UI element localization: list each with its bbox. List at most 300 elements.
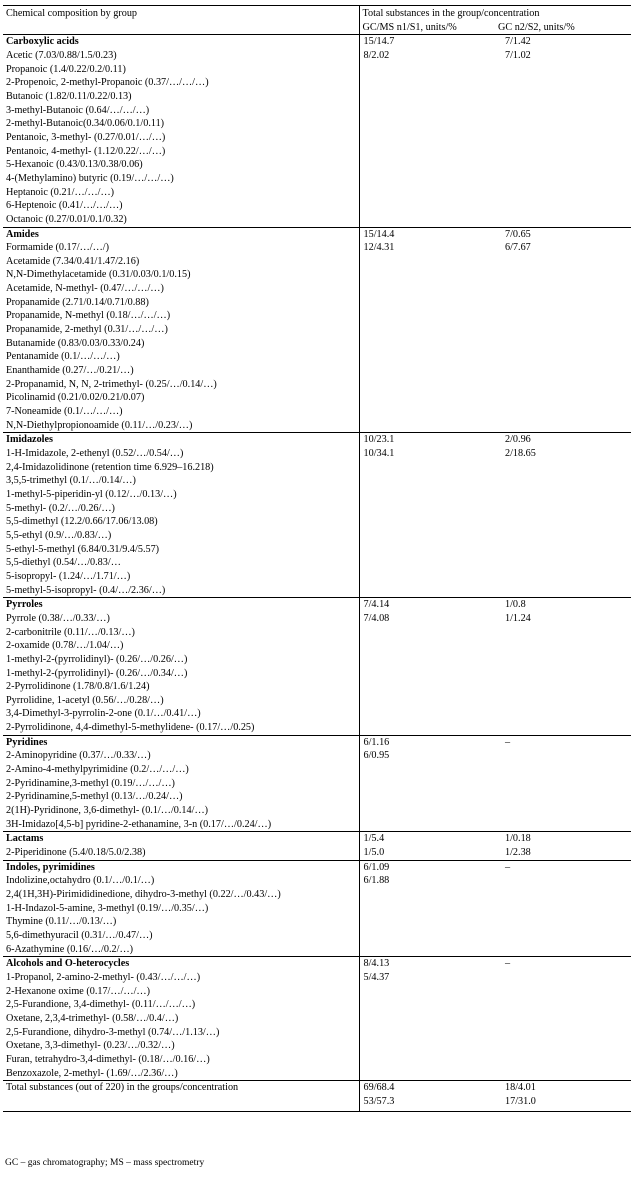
empty-cell — [495, 405, 631, 419]
compound-name: 5,5-diethyl (0.54/…/0.83/… — [3, 556, 359, 570]
compound-name: Pyrrole (0.38/…/0.33/…) — [3, 612, 359, 626]
compound-name: Propanoic (1.4/0.22/0.2/0.11) — [3, 63, 359, 77]
empty-cell — [495, 350, 631, 364]
compound-name: Acetamide (7.34/0.41/1.47/2.16) — [3, 255, 359, 269]
empty-cell — [359, 268, 495, 282]
compound-name: N,N-Diethylpropionoamide (0.11/…/0.23/…) — [3, 419, 359, 433]
table-body — [3, 35, 631, 1111]
empty-cell — [359, 763, 495, 777]
empty-cell — [495, 888, 631, 902]
gcms-value: 1/5.0 — [363, 847, 385, 859]
empty-cell — [359, 888, 495, 902]
empty-cell — [495, 1039, 631, 1053]
empty-cell — [495, 213, 631, 227]
table-row — [3, 818, 631, 832]
compound-name: 1-Propanol, 2-amino-2-methyl- (0.43/…/…/…) — [3, 971, 359, 985]
table-row — [3, 488, 631, 502]
empty-cell — [359, 721, 495, 735]
gcms-value: 12/4.31 — [363, 242, 395, 254]
compound-name: 2-Pyrrolidinone (1.78/0.8/1.6/1.24) — [3, 680, 359, 694]
compound-name: 2,4-Imidazolidinone (retention time 6.929–16.218) — [3, 461, 359, 475]
compound-name: Oxetane, 3,3-dimethyl- (0.23/…/0.32/…) — [3, 1039, 359, 1053]
empty-cell — [495, 998, 631, 1012]
table-row — [3, 998, 631, 1012]
compound-name: Pentanamide (0.1/…/…/…) — [3, 350, 359, 364]
empty-cell — [359, 1039, 495, 1053]
gcms-value: 15/14.4 — [359, 227, 495, 241]
compound-name: 5-methyl-5-isopropyl- (0.4/…/2.36/…) — [3, 584, 359, 598]
table-row — [3, 929, 631, 943]
table-row — [3, 543, 631, 557]
empty-cell — [359, 282, 495, 296]
group-name: Indoles, pyrimidines — [3, 860, 359, 874]
table-header — [3, 6, 631, 35]
gcms-value: 10/23.1 — [359, 433, 495, 447]
total-gcms-value: 53/57.3 — [359, 1095, 495, 1111]
empty-cell — [495, 461, 631, 475]
empty-cell — [359, 584, 495, 598]
compound-name: 5-isopropyl- (1.24/…/1.71/…) — [3, 570, 359, 584]
empty-cell — [359, 76, 495, 90]
empty-cell — [495, 391, 631, 405]
gc-value: 1/2.38 — [505, 847, 531, 859]
table-row — [3, 985, 631, 999]
compound-name: 2-Hexanone oxime (0.17/…/…/…) — [3, 985, 359, 999]
table-row — [3, 790, 631, 804]
gcms-value: 15/14.7 — [359, 35, 495, 49]
total-gc-value: 17/31.0 — [495, 1095, 631, 1111]
compound-name: 5,5-dimethyl (12.2/0.66/17.06/13.08) — [3, 515, 359, 529]
empty-cell — [495, 874, 631, 888]
empty-cell — [359, 158, 495, 172]
compound-name: 3H-Imidazo[4,5-b] pyridine-2-ethanamine, 3-n (0.17/…/0.24/…) — [3, 818, 359, 832]
table-row — [3, 49, 631, 63]
compound-name: 4-(Methylamino) butyric (0.19/…/…/…) — [3, 172, 359, 186]
table-row — [3, 707, 631, 721]
group-name: Alcohols and O-heterocycles — [3, 957, 359, 971]
empty-cell — [495, 186, 631, 200]
empty-cell — [495, 158, 631, 172]
empty-cell — [359, 350, 495, 364]
group-name: Pyrroles — [3, 598, 359, 612]
gc-value: 7/0.65 — [495, 227, 631, 241]
gc-value: 1/0.18 — [495, 832, 631, 846]
compound-name: Propanamide (2.71/0.14/0.71/0.88) — [3, 296, 359, 310]
table-row — [3, 915, 631, 929]
gcms-value: 7/4.08 — [363, 612, 390, 624]
table-row — [3, 158, 631, 172]
compound-name: 3,4-Dimethyl-3-pyrrolin-2-one (0.1/…/0.41/…) — [3, 707, 359, 721]
table-row — [3, 529, 631, 543]
empty-cell — [495, 296, 631, 310]
group-name: Pyridines — [3, 735, 359, 749]
compound-name: 2-Propanamid, N, N, 2-trimethyl- (0.25/…/0.14/…) — [3, 378, 359, 392]
compound-name: Oxetane, 2,3,4-trimethyl- (0.58/…/0.4/…) — [3, 1012, 359, 1026]
group-header-row — [3, 860, 631, 874]
gc-value: 7/1.02 — [505, 49, 531, 61]
table-row — [3, 749, 631, 763]
table-row — [3, 447, 631, 461]
compound-name: Formamide (0.17/…/…/) — [3, 241, 359, 255]
empty-cell — [359, 474, 495, 488]
empty-cell — [495, 680, 631, 694]
table-row — [3, 1053, 631, 1067]
empty-cell — [359, 405, 495, 419]
table-row — [3, 131, 631, 145]
table-row — [3, 680, 631, 694]
empty-cell — [359, 515, 495, 529]
empty-cell — [359, 255, 495, 269]
compound-name: Thymine (0.11/…/0.13/…) — [3, 915, 359, 929]
table-row — [3, 282, 631, 296]
table-row — [3, 364, 631, 378]
empty-cell — [495, 337, 631, 351]
group-name: Carboxylic acids — [3, 35, 359, 49]
empty-cell — [359, 378, 495, 392]
compound-name: Picolinamid (0.21/0.02/0.21/0.07) — [3, 391, 359, 405]
empty-cell — [495, 199, 631, 213]
header-gcms: GC/MS n1/S1, units/% — [359, 21, 495, 35]
compound-name: Pentanoic, 4-methyl- (1.12/0.22/…/…) — [3, 145, 359, 159]
empty-cell — [359, 63, 495, 77]
empty-cell — [495, 570, 631, 584]
group-name: Amides — [3, 227, 359, 241]
empty-cell — [359, 929, 495, 943]
empty-cell — [359, 902, 495, 916]
gcms-value: 6/0.95 — [363, 750, 390, 762]
empty-cell — [495, 639, 631, 653]
table-row — [3, 63, 631, 77]
gc-value: 1/1.24 — [505, 612, 531, 624]
table-row — [3, 667, 631, 681]
table-row — [3, 268, 631, 282]
table-row — [3, 474, 631, 488]
table-row — [3, 145, 631, 159]
empty-cell — [495, 529, 631, 543]
gcms-value: 8/4.13 — [359, 957, 495, 971]
group-header-row — [3, 598, 631, 612]
compound-name: 1-methyl-2-(pyrrolidinyl)- (0.26/…/0.26/…) — [3, 653, 359, 667]
table-row — [3, 626, 631, 640]
table-row — [3, 76, 631, 90]
table-row — [3, 1026, 631, 1040]
compound-name: 2,4(1H,3H)-Pirimididinedione, dihydro-3-methyl (0.22/…/0.43/…) — [3, 888, 359, 902]
table-row — [3, 570, 631, 584]
table-row — [3, 639, 631, 653]
empty-cell — [495, 515, 631, 529]
table-row — [3, 804, 631, 818]
empty-cell — [495, 694, 631, 708]
empty-cell — [359, 117, 495, 131]
table-row — [3, 874, 631, 888]
compound-name: Acetamide, N-methyl- (0.47/…/…/…) — [3, 282, 359, 296]
empty-cell — [495, 282, 631, 296]
table-row — [3, 612, 631, 626]
compound-name: Propanamide, 2-methyl (0.31/…/…/…) — [3, 323, 359, 337]
empty-cell — [359, 653, 495, 667]
gc-value: 1/0.8 — [495, 598, 631, 612]
compound-name: 7-Noneamide (0.1/…/…/…) — [3, 405, 359, 419]
compound-name: 2-Amino-4-methylpyrimidine (0.2/…/…/…) — [3, 763, 359, 777]
empty-cell — [359, 213, 495, 227]
empty-cell — [495, 653, 631, 667]
compound-name: N,N-Dimethylacetamide (0.31/0.03/0.1/0.15) — [3, 268, 359, 282]
empty-cell — [495, 667, 631, 681]
empty-cell — [495, 790, 631, 804]
compound-name: 2(1H)-Pyridinone, 3,6-dimethyl- (0.1/…/0.14/…) — [3, 804, 359, 818]
table-row — [3, 846, 631, 860]
table-row — [3, 556, 631, 570]
empty-cell — [359, 1067, 495, 1081]
compound-name: 2-Pyrrolidinone, 4,4-dimethyl-5-methylidene- (0.17/…/0.25) — [3, 721, 359, 735]
total-label: Total substances (out of 220) in the groups/concentration — [3, 1081, 359, 1095]
compound-name: 5,6-dimethyuracil (0.31/…/0.47/…) — [3, 929, 359, 943]
compound-name: Pentanoic, 3-methyl- (0.27/0.01/…/…) — [3, 131, 359, 145]
compound-name: 1-methyl-5-piperidin-yl (0.12/…/0.13/…) — [3, 488, 359, 502]
footnote: GC – gas chromatography; MS – mass spectrometry — [5, 1158, 205, 1168]
empty-cell — [495, 971, 631, 985]
table-row — [3, 694, 631, 708]
empty-cell — [495, 777, 631, 791]
table-row — [3, 777, 631, 791]
empty-cell — [359, 1026, 495, 1040]
compound-name: 2-Piperidinone (5.4/0.18/5.0/2.38) — [3, 846, 359, 860]
empty-cell — [359, 199, 495, 213]
empty-cell — [495, 818, 631, 832]
header-chemical-composition: Chemical composition by group — [3, 6, 359, 35]
compound-name: 5-Hexanoic (0.43/0.13/0.38/0.06) — [3, 158, 359, 172]
compound-name: 3-methyl-Butanoic (0.64/…/…/…) — [3, 104, 359, 118]
empty-cell — [495, 131, 631, 145]
empty-cell — [495, 364, 631, 378]
compound-name: Heptanoic (0.21/…/…/…) — [3, 186, 359, 200]
table-row — [3, 405, 631, 419]
gcms-value: 10/34.1 — [363, 448, 395, 459]
empty-cell — [495, 985, 631, 999]
empty-cell — [495, 1067, 631, 1081]
table-row — [3, 653, 631, 667]
compound-name: 1-methyl-2-(pyrrolidinyl)- (0.26/…/0.34/…) — [3, 667, 359, 681]
table-row — [3, 186, 631, 200]
total-gcms-value: 69/68.4 — [359, 1081, 495, 1095]
empty-cell — [359, 145, 495, 159]
table-row — [3, 104, 631, 118]
empty-cell — [495, 763, 631, 777]
compound-name: 1-H-Imidazole, 2-ethenyl (0.52/…/0.54/…) — [3, 447, 359, 461]
table-row — [3, 296, 631, 310]
empty-cell — [495, 378, 631, 392]
empty-cell — [495, 104, 631, 118]
compound-name: 5-ethyl-5-methyl (6.84/0.31/9.4/5.57) — [3, 543, 359, 557]
empty-cell — [495, 255, 631, 269]
empty-cell — [359, 570, 495, 584]
table-row — [3, 902, 631, 916]
group-header-row — [3, 35, 631, 49]
table-row — [3, 584, 631, 598]
empty-cell — [359, 639, 495, 653]
empty-cell — [359, 985, 495, 999]
empty-cell — [359, 529, 495, 543]
compound-name: 1-H-Indazol-5-amine, 3-methyl (0.19/…/0.35/…) — [3, 902, 359, 916]
gcms-value: 6/1.88 — [363, 875, 390, 887]
empty-cell — [359, 323, 495, 337]
gc-value: 6/7.67 — [505, 242, 531, 254]
empty-cell — [359, 556, 495, 570]
empty-cell — [495, 1053, 631, 1067]
table-row — [3, 502, 631, 516]
empty-cell — [359, 804, 495, 818]
empty-cell — [495, 502, 631, 516]
group-header-row — [3, 433, 631, 447]
empty-cell — [495, 268, 631, 282]
compound-name: 2-oxamide (0.78/…/1.04/…) — [3, 639, 359, 653]
table-row — [3, 515, 631, 529]
gc-value: – — [495, 860, 631, 874]
empty-cell — [359, 131, 495, 145]
empty-cell — [359, 309, 495, 323]
gcms-value: 6/1.09 — [359, 860, 495, 874]
table-row — [3, 350, 631, 364]
composition-table — [3, 5, 631, 1112]
gc-value: 2/0.96 — [495, 433, 631, 447]
compound-name: 5,5-ethyl (0.9/…/0.83/…) — [3, 529, 359, 543]
compound-name: 2-Pyridinamine,5-methyl (0.13/…/0.24/…) — [3, 790, 359, 804]
gc-value: 2/18.65 — [505, 448, 536, 459]
empty-cell — [3, 1095, 359, 1111]
empty-cell — [359, 461, 495, 475]
table-row — [3, 323, 631, 337]
table-row — [3, 943, 631, 957]
table-row — [3, 199, 631, 213]
group-name: Imidazoles — [3, 433, 359, 447]
group-name: Lactams — [3, 832, 359, 846]
total-gc-value: 18/4.01 — [495, 1081, 631, 1095]
table-row — [3, 971, 631, 985]
table-row — [3, 1012, 631, 1026]
group-header-row — [3, 227, 631, 241]
compound-name: 6-Heptenoic (0.41/…/…/…) — [3, 199, 359, 213]
compound-name: 2-carbonitrile (0.11/…/0.13/…) — [3, 626, 359, 640]
empty-cell — [495, 1012, 631, 1026]
empty-cell — [359, 777, 495, 791]
empty-cell — [359, 667, 495, 681]
empty-cell — [359, 707, 495, 721]
empty-cell — [495, 721, 631, 735]
table-row — [3, 172, 631, 186]
empty-cell — [495, 943, 631, 957]
compound-name: 2-Aminopyridine (0.37/…/0.33/…) — [3, 749, 359, 763]
empty-cell — [495, 804, 631, 818]
table-row — [3, 763, 631, 777]
empty-cell — [495, 419, 631, 433]
empty-cell — [495, 117, 631, 131]
empty-cell — [495, 915, 631, 929]
empty-cell — [359, 543, 495, 557]
empty-cell — [495, 172, 631, 186]
header-gc: GC n2/S2, units/% — [495, 21, 631, 35]
empty-cell — [359, 680, 495, 694]
group-header-row — [3, 832, 631, 846]
empty-cell — [495, 626, 631, 640]
table-row — [3, 461, 631, 475]
table-row — [3, 117, 631, 131]
empty-cell — [359, 104, 495, 118]
empty-cell — [359, 790, 495, 804]
total-row — [3, 1095, 631, 1111]
table-row — [3, 309, 631, 323]
compound-name: 2-methyl-Butanoic(0.34/0.06/0.1/0.11) — [3, 117, 359, 131]
compound-name: 2-Propenoic, 2-methyl-Propanoic (0.37/…/…/…) — [3, 76, 359, 90]
empty-cell — [495, 145, 631, 159]
compound-name: 3,5,5-trimethyl (0.1/…/0.14/…) — [3, 474, 359, 488]
empty-cell — [495, 1026, 631, 1040]
empty-cell — [495, 63, 631, 77]
compound-name: Benzoxazole, 2-methyl- (1.69/…/2.36/…) — [3, 1067, 359, 1081]
empty-cell — [495, 929, 631, 943]
empty-cell — [359, 419, 495, 433]
group-header-row — [3, 957, 631, 971]
compound-name: Butanoic (1.82/0.11/0.22/0.13) — [3, 90, 359, 104]
empty-cell — [359, 998, 495, 1012]
empty-cell — [359, 186, 495, 200]
empty-cell — [359, 915, 495, 929]
table-row — [3, 255, 631, 269]
empty-cell — [359, 391, 495, 405]
empty-cell — [495, 707, 631, 721]
empty-cell — [359, 943, 495, 957]
empty-cell — [495, 323, 631, 337]
table-row — [3, 241, 631, 255]
empty-cell — [359, 337, 495, 351]
compound-name: 2-Pyridinamine,3-methyl (0.19/…/…/…) — [3, 777, 359, 791]
compound-name: 2,5-Furandione, 3,4-dimethyl- (0.11/…/…/…) — [3, 998, 359, 1012]
empty-cell — [495, 76, 631, 90]
empty-cell — [359, 296, 495, 310]
compound-name: 6-Azathymine (0.16/…/0.2/…) — [3, 943, 359, 957]
empty-cell — [359, 90, 495, 104]
compound-name: Acetic (7.03/0.88/1.5/0.23) — [3, 49, 359, 63]
empty-cell — [495, 90, 631, 104]
table-row — [3, 721, 631, 735]
table-row — [3, 391, 631, 405]
compound-name: Enanthamide (0.27/…/0.21/…) — [3, 364, 359, 378]
table-row — [3, 888, 631, 902]
gc-value: 7/1.42 — [495, 35, 631, 49]
empty-cell — [495, 902, 631, 916]
table-row — [3, 1039, 631, 1053]
empty-cell — [359, 488, 495, 502]
empty-cell — [359, 1053, 495, 1067]
compound-name: 2,5-Furandione, dihydro-3-methyl (0.74/…/1.13/…) — [3, 1026, 359, 1040]
empty-cell — [359, 818, 495, 832]
empty-cell — [495, 488, 631, 502]
gc-value: – — [495, 957, 631, 971]
gc-value: – — [495, 735, 631, 749]
table-row — [3, 378, 631, 392]
empty-cell — [359, 364, 495, 378]
header-total-substances: Total substances in the group/concentration — [359, 6, 631, 21]
gcms-value: 6/1.16 — [359, 735, 495, 749]
compound-name: Furan, tetrahydro-3,4-dimethyl- (0.18/…/0.16/…) — [3, 1053, 359, 1067]
total-row — [3, 1081, 631, 1095]
table-row — [3, 90, 631, 104]
empty-cell — [495, 556, 631, 570]
empty-cell — [359, 1012, 495, 1026]
compound-name: Indolizine,octahydro (0.1/…/0.1/…) — [3, 874, 359, 888]
empty-cell — [495, 474, 631, 488]
table-row — [3, 1067, 631, 1081]
compound-name: 5-methyl- (0.2/…/0.26/…) — [3, 502, 359, 516]
